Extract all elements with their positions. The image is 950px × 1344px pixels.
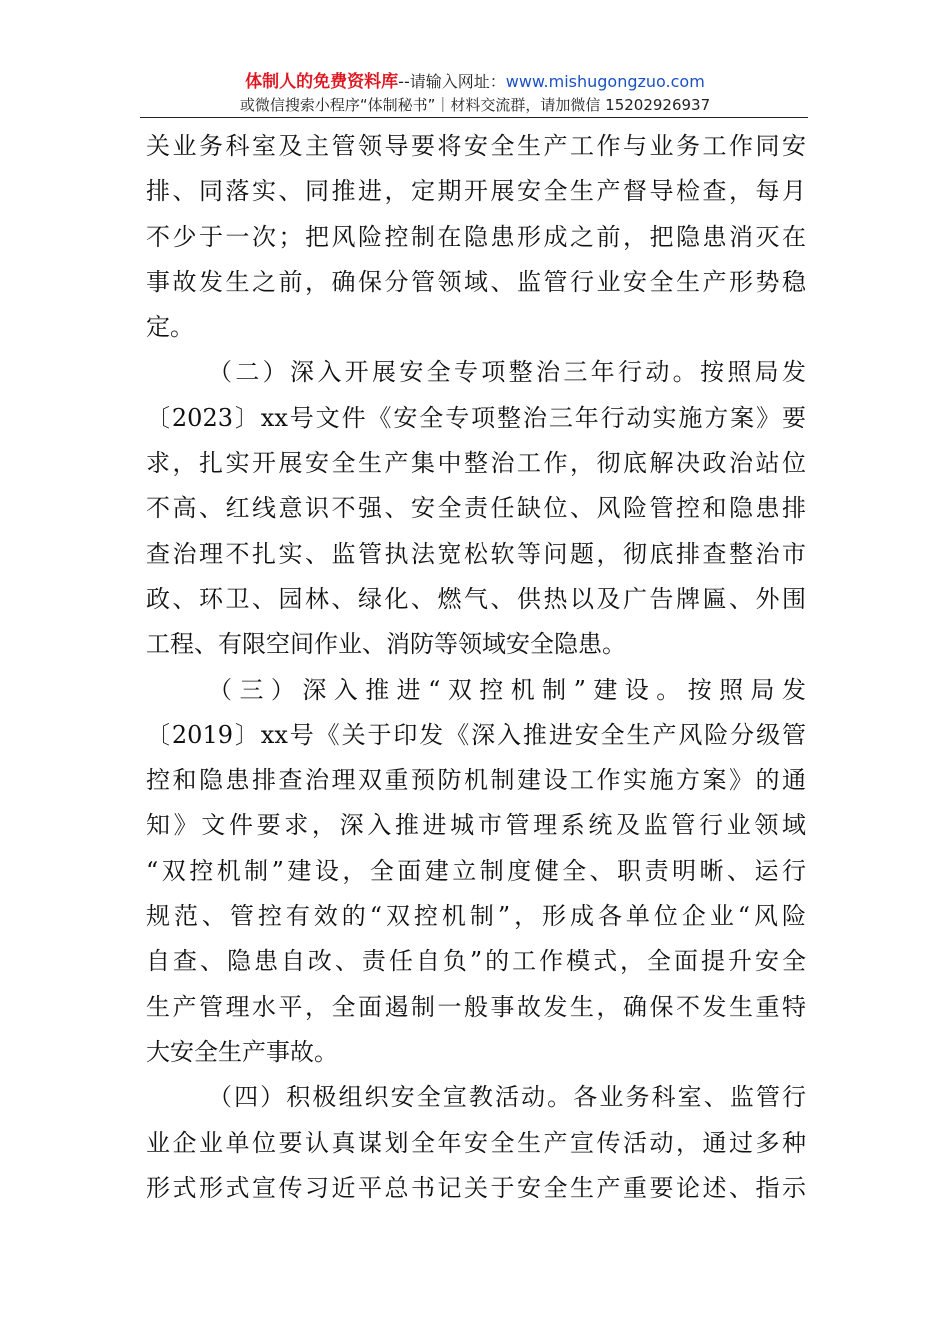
- text-line: 定。: [146, 313, 194, 342]
- url-prompt: --请输入网址：: [398, 72, 506, 91]
- text-line: 排、同落实、同推进，定期开展安全生产督导检查，每月: [146, 177, 806, 206]
- text-line: 关业务科室及主管领导要将安全生产工作与业务工作同安: [146, 132, 806, 160]
- text-line: 生产管理水平，全面遏制一般事故发生，确保不发生重特: [146, 992, 806, 1021]
- text-line: 不少于一次；把风险控制在隐患形成之前，把隐患消灭在: [146, 222, 806, 251]
- text-line: 工程、有限空间作业、消防等领域安全隐患。: [146, 630, 626, 659]
- text-line: 知》文件要求，深入推进城市管理系统及监管行业领域: [146, 811, 806, 840]
- document-body: [146, 124, 806, 1211]
- text-line: 〔2019〕xx号《关于印发《深入推进安全生产风险分级管: [146, 720, 806, 749]
- text-line: 规范、管控有效的“双控机制”，形成各单位企业“风险: [146, 902, 806, 931]
- text-line: 控和隐患排查治理双重预防机制建设工作实施方案》的通: [146, 766, 806, 795]
- website-link[interactable]: www.mishugongzuo.com: [505, 72, 705, 91]
- text-line: 〔2023〕xx号文件《安全专项整治三年行动实施方案》要: [146, 403, 806, 432]
- text-line: 政、环卫、园林、绿化、燃气、供热以及广告牌匾、外围: [146, 584, 806, 613]
- text-line: 查治理不扎实、监管执法宽松软等问题，彻底排查整治市: [146, 539, 806, 568]
- text-line: 自查、隐患自改、责任自负”的工作模式，全面提升安全: [146, 947, 806, 976]
- header-divider: [140, 117, 808, 118]
- text-line: 不高、红线意识不强、安全责任缺位、风险管控和隐患排: [146, 494, 806, 523]
- text-line: 事故发生之前，确保分管领域、监管行业安全生产形势稳: [146, 267, 806, 296]
- text-line: 业企业单位要认真谋划全年安全生产宣传活动，通过多种: [146, 1128, 806, 1157]
- page-header: [140, 70, 810, 116]
- text-line: “双控机制”建设，全面建立制度健全、职责明晰、运行: [146, 856, 806, 885]
- text-line: （三）深入推进“双控机制”建设。按照局发: [208, 675, 806, 704]
- header-line-2: 或微信搜索小程序“体制秘书”｜材料交流群，请加微信 15202926937: [239, 96, 711, 114]
- brand-name: 体制人的免费资料库: [245, 72, 399, 92]
- text-line: （二）深入开展安全专项整治三年行动。按照局发: [208, 358, 806, 387]
- header-line-1: [140, 70, 810, 94]
- text-line: 大安全生产事故。: [146, 1037, 338, 1066]
- text-line: 形式形式宣传习近平总书记关于安全生产重要论述、指示: [146, 1173, 806, 1202]
- text-line: 求，扎实开展安全生产集中整治工作，彻底解决政治站位: [146, 449, 806, 478]
- text-line: （四）积极组织安全宣教活动。各业务科室、监管行: [208, 1083, 806, 1112]
